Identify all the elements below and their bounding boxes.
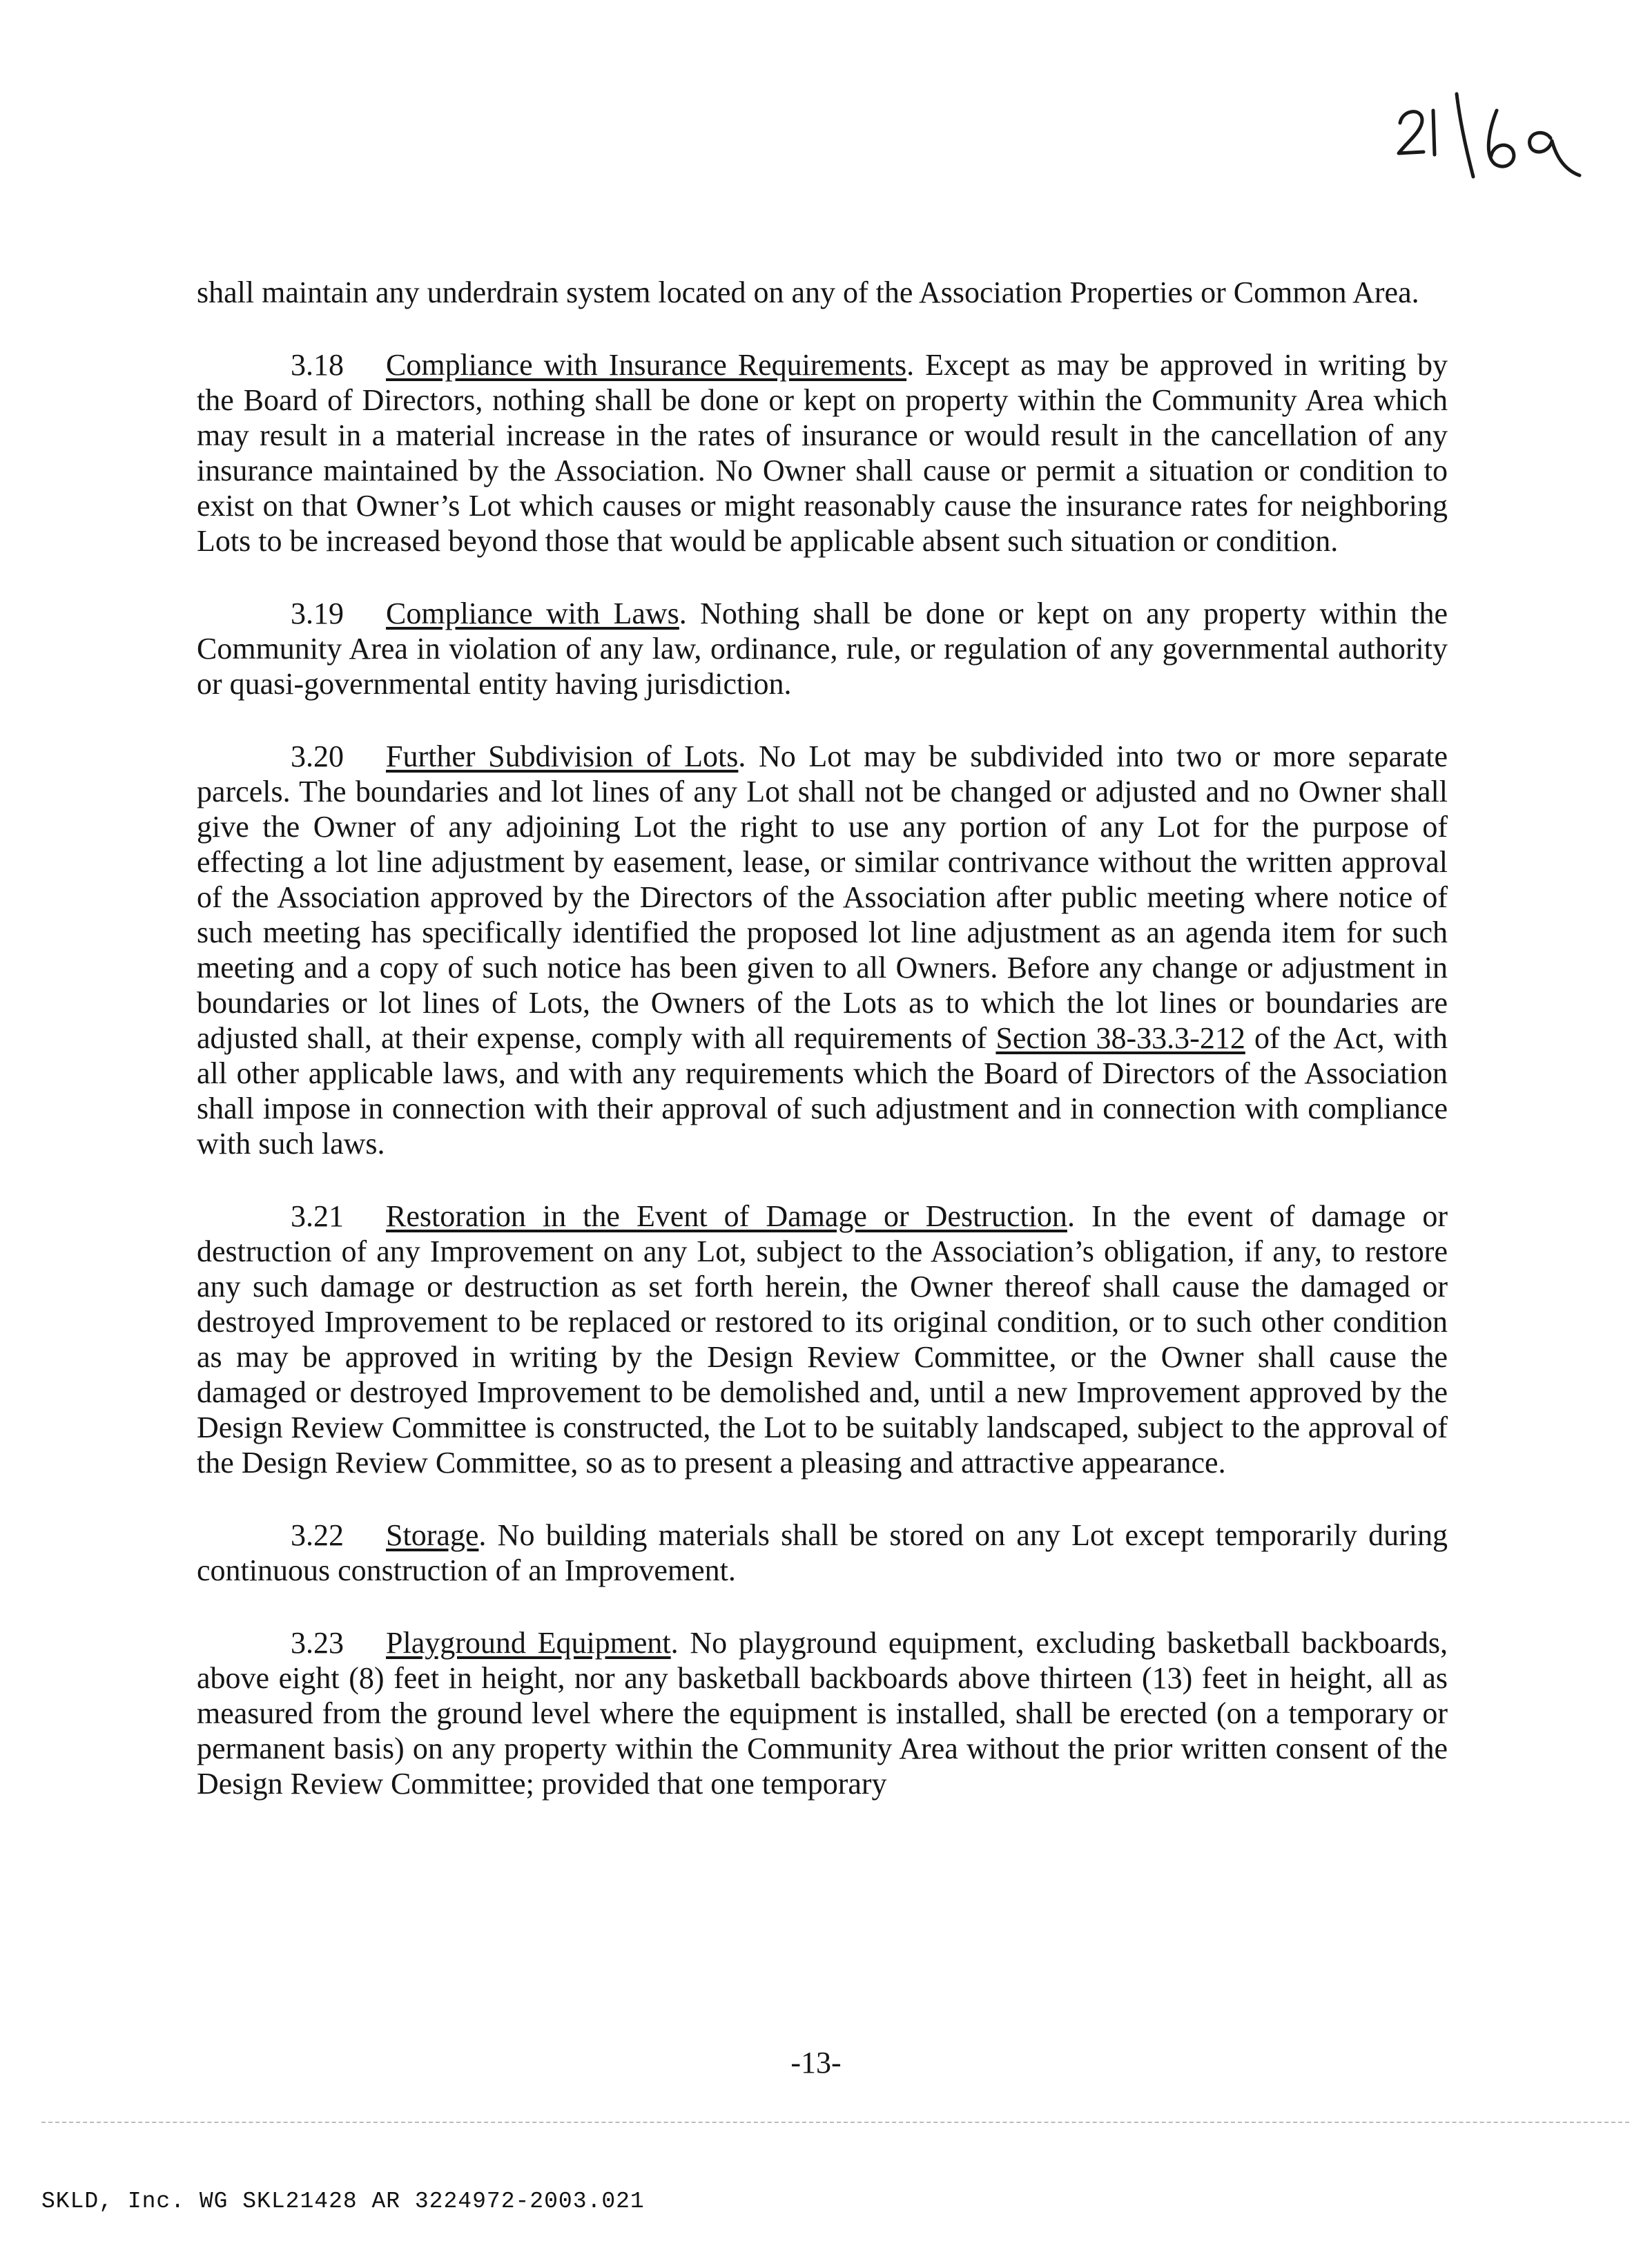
section-text: No playground equipment, excluding basketball backboards, above eight (8) feet in height, nor any basketball backboards above thirteen (13) feet in height, all as measured from the ground level where the equipment is installed, shall be erected (on a temporary or permanent basis) on any property within the Community Area without the prior written consent of the Design Review Committee; provided that one temporary (197, 1626, 1448, 1801)
intro-text: shall maintain any underdrain system located on any of the Association Properties or Common Area. (197, 275, 1419, 309)
footer-divider (41, 2122, 1629, 2123)
section-3-22: 3.22 Storage. No building materials shall be stored on any Lot except temporarily during continuous construction of an Improvement. (197, 1518, 1448, 1587)
section-number: 3.19 (291, 597, 344, 630)
section-title: Storage (386, 1518, 479, 1552)
section-text: In the event of damage or destruction of any Improvement on any Lot, subject to the Association’s obligation, if any, to restore any such damage or destruction as set forth herein, the Owner thereof shall cause the damaged or destroyed Improvement to be replaced or restored to its original condition, or to such other condition as may be approved in writing by the Design Review Committee, or the Owner shall cause the damaged or destroyed Improvement to be demolished and, until a new Improvement approved by the Design Review Committee is constructed, the Lot to be suitably landscaped, subject to the approval of the Design Review Committee, so as to present a pleasing and attractive appearance. (197, 1199, 1448, 1480)
section-number: 3.20 (291, 739, 344, 773)
intro-paragraph (197, 275, 1448, 310)
section-3-18: 3.18 Compliance with Insurance Requirements. Except as may be approved in writing by the Board of Directors, nothing shall be done or kept on property within the Community Area which may result in a material increase in the rates of insurance or would result in the cancellation of any insurance maintained by the Association. No Owner shall cause or permit a situation or condition to exist on that Owner’s Lot which causes or might reasonably cause the insurance rates for neighboring Lots to be increased beyond those that would be applicable absent such situation or condition. (197, 348, 1448, 558)
section-3-19: 3.19 Compliance with Laws. Nothing shall be done or kept on any property within the Community Area in violation of any law, ordinance, rule, or regulation of any governmental authority or quasi-governmental entity having jurisdiction. (197, 597, 1448, 701)
section-number: 3.21 (291, 1199, 344, 1233)
footer-stamp: SKLD, Inc. WG SKL21428 AR 3224972-2003.021 (41, 2189, 645, 2214)
section-title: Compliance with Laws (386, 597, 679, 630)
document-body (197, 275, 1448, 1839)
section-title: Further Subdivision of Lots (386, 739, 739, 773)
page-number: -13- (790, 2046, 842, 2080)
section-number: 3.22 (291, 1518, 344, 1552)
section-title: Playground Equipment (386, 1626, 671, 1660)
section-number: 3.18 (291, 348, 344, 382)
section-number: 3.23 (291, 1626, 344, 1660)
handwritten-annotation (1388, 90, 1595, 186)
section-text: No building materials shall be stored on any Lot except temporarily during continuous construction of an Improvement. (197, 1518, 1448, 1587)
section-text: Nothing shall be done or kept on any property within the Community Area in violation of any law, ordinance, rule, or regulation of any governmental authority or quasi-governmental entity having jurisdiction. (197, 597, 1448, 701)
section-title: Compliance with Insurance Requirements (386, 348, 907, 382)
statute-reference: Section 38-33.3-212 (995, 1021, 1245, 1055)
section-text-part-b: of the Act, with all other applicable laws, and with any requirements which the Board of Directors of the Association shall impose in connection with their approval of such adjustment and in connection with compliance with such laws. (197, 1021, 1448, 1161)
section-3-20: 3.20 Further Subdivision of Lots. No Lot may be subdivided into two or more separate parcels. The boundaries and lot lines of any Lot shall not be changed or adjusted and no Owner shall give the Owner of any adjoining Lot the right to use any portion of any Lot for the purpose of effecting a lot line adjustment by easement, lease, or similar contrivance without the written approval of the Association approved by the Directors of the Association after public meeting where notice of such meeting has specifically identified the proposed lot line adjustment as an agenda item for such meeting and a copy of such notice has been given to all Owners. Before any change or adjustment in boundaries or lot lines of Lots, the Owners of the Lots as to which the lot lines or boundaries are adjusted shall, at their expense, comply with all requirements of Section 38-33.3-212 of the Act, with all other applicable laws, and with any requirements which the Board of Directors of the Association shall impose in connection with their approval of such adjustment and in connection with compliance with such laws. (197, 739, 1448, 1161)
section-text-part-a: No Lot may be subdivided into two or more separate parcels. The boundaries and lot lines of any Lot shall not be changed or adjusted and no Owner shall give the Owner of any adjoining Lot the right to use any portion of any Lot for the purpose of effecting a lot line adjustment by easement, lease, or similar contrivance without the written approval of the Association approved by the Directors of the Association after public meeting where notice of such meeting has specifically identified the proposed lot line adjustment as an agenda item for such meeting and a copy of such notice has been given to all Owners. Before any change or adjustment in boundaries or lot lines of Lots, the Owners of the Lots as to which the lot lines or boundaries are adjusted shall, at their expense, comply with all requirements of (197, 739, 1448, 1055)
section-text: Except as may be approved in writing by the Board of Directors, nothing shall be done or kept on property within the Community Area which may result in a material increase in the rates of insurance or would result in the cancellation of any insurance maintained by the Association. No Owner shall cause or permit a situation or condition to exist on that Owner’s Lot which causes or might reasonably cause the insurance rates for neighboring Lots to be increased beyond those that would be applicable absent such situation or condition. (197, 348, 1448, 558)
section-3-23: 3.23 Playground Equipment. No playground equipment, excluding basketball backboards, above eight (8) feet in height, nor any basketball backboards above thirteen (13) feet in height, all as measured from the ground level where the equipment is installed, shall be erected (on a temporary or permanent basis) on any property within the Community Area without the prior written consent of the Design Review Committee; provided that one temporary (197, 1626, 1448, 1801)
section-3-21: 3.21 Restoration in the Event of Damage or Destruction. In the event of damage or destruction of any Improvement on any Lot, subject to the Association’s obligation, if any, to restore any such damage or destruction as set forth herein, the Owner thereof shall cause the damaged or destroyed Improvement to be replaced or restored to its original condition, or to such other condition as may be approved in writing by the Design Review Committee, or the Owner shall cause the damaged or destroyed Improvement to be demolished and, until a new Improvement approved by the Design Review Committee is constructed, the Lot to be suitably landscaped, subject to the approval of the Design Review Committee, so as to present a pleasing and attractive appearance. (197, 1199, 1448, 1480)
section-title: Restoration in the Event of Damage or Destruction (386, 1199, 1067, 1233)
